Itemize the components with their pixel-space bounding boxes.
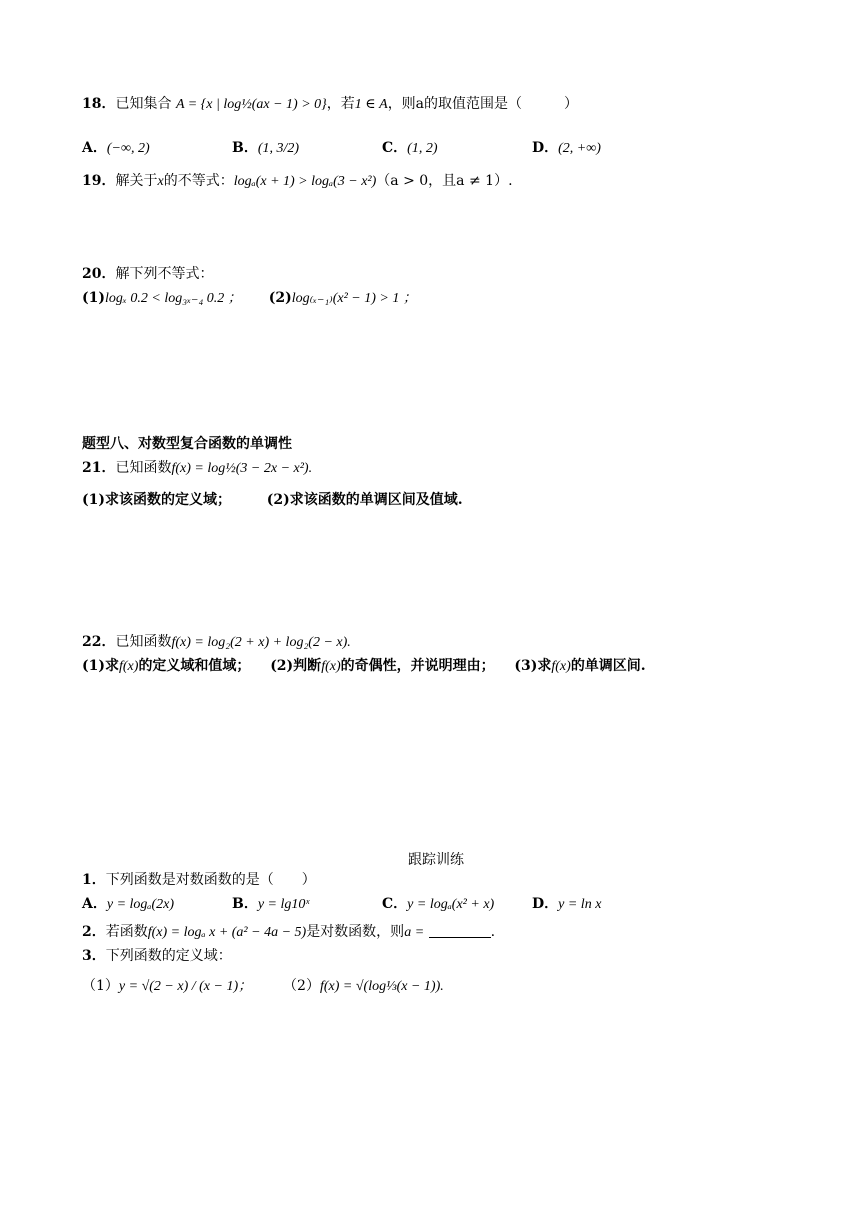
t2-number: 2．	[82, 924, 106, 940]
t2-expr: f(x) = logₐ x + (a² − 4a − 5)	[147, 925, 307, 940]
q19-cond: （a > 0，且a ≠ 1）.	[376, 173, 513, 189]
q22-part2-pre: (2)判断	[270, 658, 322, 674]
q19-mid: 的不等式：	[163, 173, 234, 189]
q20-number: 20．	[82, 266, 116, 282]
option-value: y = logₐ(x² + x)	[407, 897, 495, 912]
q22-part1-f: f(x)	[119, 659, 139, 674]
t1-text: 下列函数是对数函数的是（ ）	[105, 872, 316, 888]
t1-option-d	[532, 894, 601, 915]
q22-part1-pre: (1)求	[82, 658, 119, 674]
answer-blank	[429, 923, 491, 938]
q18-number: 18．	[82, 96, 116, 112]
t2-mid: 是对数函数，则	[306, 924, 405, 940]
t3-part2-expr: f(x) = √(log⅓(x − 1)).	[319, 979, 444, 994]
q18-option-a	[82, 138, 150, 159]
option-label: C．	[382, 896, 408, 912]
q21-stem	[82, 458, 312, 479]
option-value: y = ln x	[558, 897, 602, 912]
option-label: C．	[382, 140, 408, 156]
option-label: D．	[532, 896, 559, 912]
t3-part1-label: （1）	[82, 978, 119, 994]
option-label: D．	[532, 140, 559, 156]
q22-pre: 已知函数	[115, 634, 172, 650]
q20-part1-label: (1)	[82, 290, 105, 306]
option-value: (1, 3/2)	[257, 141, 300, 156]
q19-stem	[82, 171, 513, 192]
q21-number: 21．	[82, 460, 116, 476]
option-value: y = logₐ(2x)	[106, 897, 175, 912]
t3-part1-expr: y = √(2 − x) / (x − 1)；	[118, 979, 253, 994]
option-value: (1, 2)	[407, 141, 438, 156]
q20-text: 解下列不等式：	[115, 266, 214, 282]
q18-mid: ，若	[326, 96, 355, 112]
q22-stem	[82, 632, 351, 653]
t2-pre: 若函数	[105, 924, 148, 940]
q20-part1-expr: logₓ 0.2 < log₃ₓ₋₄ 0.2 ；	[105, 291, 242, 306]
section-title: 题型八、对数型复合函数的单调性	[82, 436, 292, 452]
q18-option-b	[232, 138, 299, 159]
q22-parts	[82, 656, 646, 677]
q21-part2: (2)求该函数的单调区间及值域.	[266, 492, 463, 508]
t3-stem	[82, 946, 232, 966]
t2-end: .	[490, 924, 496, 940]
option-label: A．	[82, 140, 107, 156]
t1-number: 1．	[82, 872, 106, 888]
q20-stem	[82, 264, 213, 284]
tracking-title: 跟踪训练	[408, 852, 464, 868]
q20-part2-label: (2)	[268, 290, 292, 306]
q22-part2-f: f(x)	[321, 659, 341, 674]
q21-expr: f(x) = log½(3 − 2x − x²).	[171, 461, 313, 476]
q18-option-d	[532, 138, 601, 159]
t2-var: a =	[404, 925, 425, 940]
q19-expr: logₐ(x + 1) > logₐ(3 − x²)	[233, 174, 377, 189]
q19-var: x	[157, 174, 164, 189]
q20-parts	[82, 288, 417, 309]
t1-option-a	[82, 894, 174, 915]
q19-number: 19．	[82, 173, 116, 189]
q18-set-expr: A = {x | log½(ax − 1) > 0}	[175, 97, 327, 112]
q21-part1: (1)求该函数的定义域；	[82, 492, 231, 508]
t1-stem	[82, 870, 316, 890]
q22-part3-f: f(x)	[551, 659, 571, 674]
q22-part1-post: 的定义域和值域；	[138, 658, 251, 674]
t1-option-b	[232, 894, 309, 915]
option-label: B．	[232, 896, 258, 912]
q21-pre: 已知函数	[115, 460, 172, 476]
q18-option-c	[382, 138, 437, 159]
q18-post: ，则a的取值范围是（ ）	[387, 96, 579, 112]
q22-part3-post: 的单调区间.	[570, 658, 646, 674]
option-value: y = lg10ˣ	[257, 897, 310, 912]
q22-number: 22．	[82, 634, 116, 650]
q22-part3-pre: (3)求	[514, 658, 552, 674]
t3-parts	[82, 976, 444, 997]
option-label: B．	[232, 140, 258, 156]
q18-stem	[82, 94, 578, 115]
q22-part2-post: 的奇偶性，并说明理由；	[340, 658, 495, 674]
q22-expr: f(x) = log₂(2 + x) + log₂(2 − x).	[171, 635, 351, 650]
t3-text: 下列函数的定义域：	[105, 948, 232, 964]
t3-number: 3．	[82, 948, 106, 964]
q20-part2-expr: log₍ₓ₋₁₎(x² − 1) > 1 ；	[291, 291, 417, 306]
q18-cond: 1 ∈ A	[354, 97, 388, 112]
t2-stem	[82, 922, 495, 943]
q21-parts	[82, 490, 463, 510]
option-value: (2, +∞)	[558, 141, 601, 156]
q18-pre: 已知集合	[115, 96, 172, 112]
q19-pre: 解关于	[115, 173, 158, 189]
t1-option-c	[382, 894, 494, 915]
t3-part2-label: （2）	[283, 978, 320, 994]
option-label: A．	[82, 896, 107, 912]
option-value: (−∞, 2)	[106, 141, 150, 156]
